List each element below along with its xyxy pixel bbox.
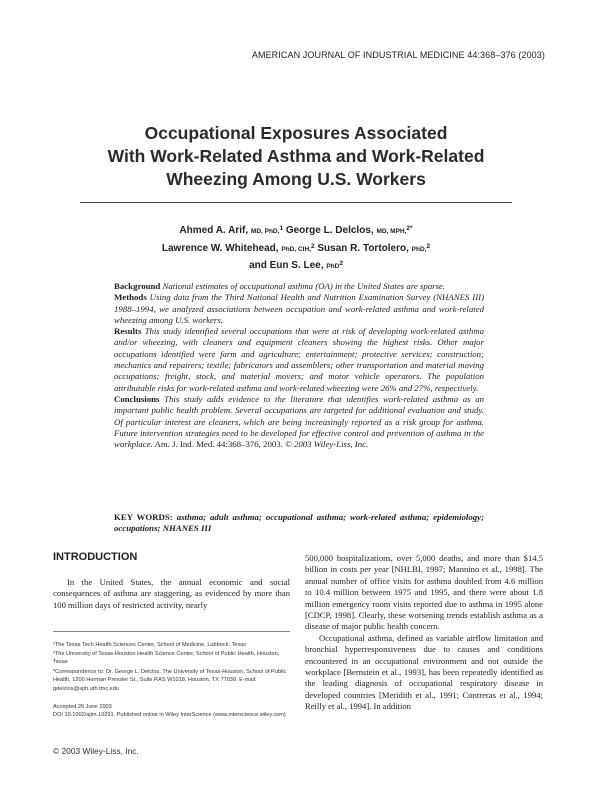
author-name: George L. Delclos,: [285, 225, 374, 236]
author-line-2: [90, 240, 502, 258]
author-affiliation: 1: [279, 225, 284, 232]
author-affiliation: 2: [426, 242, 431, 250]
author-degree: PhD,: [411, 245, 427, 253]
footnote-correspondence: *Correspondence to: Dr. George L. Delclos, The University of Texas-Houston, School of Public Health, 1200 Herman Pressler St., Suite RAS W1018, Houston, TX 77030. E-mail: gdelclos@sph.uth.tmc.edu: [53, 669, 287, 692]
abstract-text: Using data from the Third National Health and Nutrition Examination Survey (NHANES III) 1988–1994, we analyzed associations between occupation and work-related asthma and work-related wheezing among U.S. workers.: [114, 292, 484, 325]
author-name: Lawrence W. Whitehead,: [161, 242, 279, 254]
page-copyright: © 2003 Wiley-Liss, Inc.: [53, 746, 139, 756]
abstract-methods: [114, 292, 484, 326]
author-name: and Eun S. Lee,: [249, 260, 324, 271]
abstract-text: This study identified several occupations that were at risk of developing work-related asthma and/or wheezing, with cleaners and equipment cleaners showing the highest risks. Other major occupations identified were farm and agriculture; entertainment; protective services; construction; mechanics and repairers; textile; fabricators and assemblers; other transportation and material moving occupations; freight, stock, and material movers; and motor vehicle operators. The population attributable risks for work-related asthma and work-related wheezing were 26% and 27%, respectively.: [114, 326, 485, 393]
author-name: Ahmed A. Arif,: [179, 225, 249, 236]
intro-paragraph: Occupational asthma, defined as variable airflow limitation and bronchial hyperresponsiveness due to causes and conditions encountered in an occupational environment and not outside the workplace [Bernstein et al., 1993], has been repeatedly identified as the leading diagnosis of occupational respiratory disease in developed countries [Meridith et al., 1991; Contreras et al., 1994; Reilly et al., 1994]. In addition: [305, 632, 543, 712]
abstract-text: This study adds evidence to the literature that identifies work-related asthma as an important public health problem. Several occupations are targeted for additional evaluation and study. Of particular interest are cleaners, which are being increasingly reported as a risk group for asthma. Future intervention strategies need to be developed for effective control and prevention of asthma in the workplace.: [114, 393, 484, 450]
abstract: [114, 281, 484, 450]
author-line-1: [90, 222, 502, 240]
footnote-affiliation-1: ¹The Texas Tech Health Sciences Center, School of Medicine, Lubbock, Texas: [53, 642, 247, 648]
key-words: [114, 512, 484, 535]
author-list: [90, 222, 502, 275]
author-affiliation: 2: [339, 260, 343, 267]
key-words-text: asthma; adult asthma; occupational asthma; work-related asthma; epidemiology; occupations; NHANES III: [114, 512, 484, 534]
footnote-divider: [53, 631, 290, 632]
author-degree: MD, PhD,: [250, 228, 280, 235]
abstract-label: Results: [114, 326, 142, 337]
journal-header: AMERICAN JOURNAL OF INDUSTRIAL MEDICINE 44:368–376 (2003): [251, 50, 545, 60]
author-name: Susan R. Tortolero,: [317, 242, 409, 254]
intro-paragraph: 500,000 hospitalizations, over 5,000 deaths, and more than $14.5 billion in costs per year [NHLBI, 1997; Mannino et al., 1998]. The annual number of office visits for asthma doubled from 4.6 million to 10.4 million between 1975 and 1995, and there were about 1.8 million emergency room visits reported due to asthma in 1995 alone [CDCP, 1998]. Clearly, these worsening trends establish asthma as a disease of major public health concern.: [305, 553, 543, 632]
abstract-label: Background: [114, 281, 161, 291]
left-column: [53, 577, 290, 611]
author-degree: PhD, CIH,: [281, 245, 311, 253]
footnote-affiliation-2: ²The University of Texas-Houston Health Science Center, School of Public Health, Houston, Texas: [53, 651, 280, 666]
article-title: [60, 122, 532, 191]
footnote-doi: DOI 10.1002/ajim.10291. Published online in Wiley InterScience (www.interscience.wiley.com): [53, 712, 286, 718]
abstract-label: Conclusions: [114, 393, 160, 404]
title-line-1: Occupational Exposures Associated: [144, 123, 448, 143]
abstract-results: [114, 326, 484, 394]
abstract-label: Methods: [114, 292, 147, 303]
abstract-citation: Am. J. Ind. Med. 44:368–376, 2003.: [154, 439, 283, 450]
title-line-3: Wheezing Among U.S. Workers: [166, 169, 426, 189]
author-affiliation: 2: [310, 242, 315, 250]
author-line-3: [90, 257, 502, 275]
abstract-text: National estimates of occupational asthma (OA) in the United States are sparse.: [162, 281, 446, 291]
abstract-copyright: © 2003 Wiley-Liss, Inc.: [285, 439, 369, 450]
key-words-label: KEY WORDS:: [114, 512, 173, 522]
author-degree: MD, MPH,: [376, 228, 407, 235]
abstract-conclusions: [114, 394, 484, 450]
footnote-accepted: Accepted 26 June 2003: [53, 704, 112, 710]
section-heading-introduction: INTRODUCTION: [53, 551, 138, 563]
author-affiliation: 2*: [406, 225, 413, 232]
author-degree: PhD: [326, 263, 340, 270]
abstract-background: [114, 281, 484, 292]
title-line-2: With Work-Related Asthma and Work-Related: [107, 146, 485, 166]
right-column: [305, 553, 543, 713]
intro-paragraph: In the United States, the annual economic and social consequences of asthma are staggering, as evidenced by more than 100 million days of restricted activity, nearly: [53, 577, 290, 610]
title-divider: [80, 202, 512, 203]
